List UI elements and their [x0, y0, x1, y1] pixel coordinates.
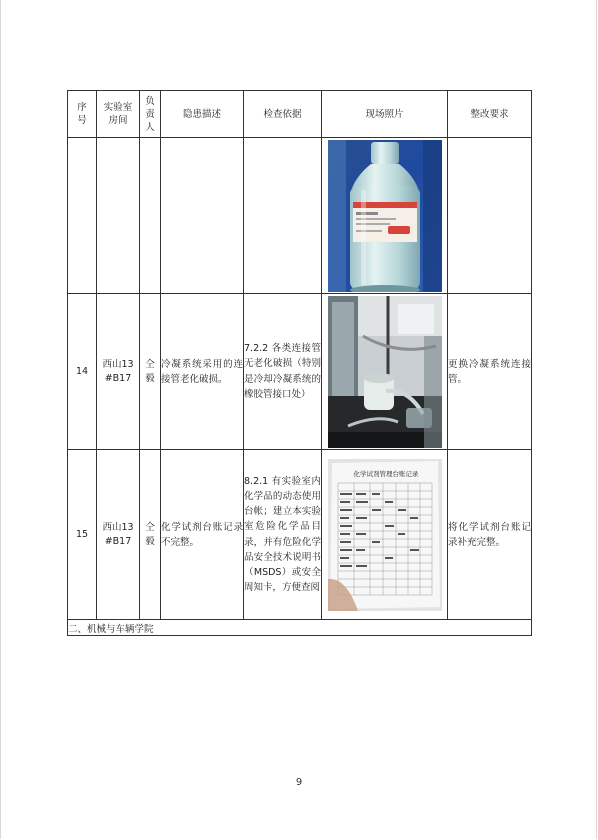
cell-hazard: [161, 138, 244, 294]
reagent-bottle-photo: [328, 140, 442, 292]
cell-requirement: [448, 138, 532, 294]
reagent-ledger-photo: [328, 459, 442, 611]
cell-basis: [244, 138, 322, 294]
hazard-table: [67, 90, 532, 636]
cell-basis: 8.2.1 有实验室内化学品的动态使用台帐；建立本实验室危险化学品目录，并有危险化学品安全技术说明书（MSDS）或安全周知卡，方便查阅: [244, 450, 322, 620]
cell-photo: [322, 450, 448, 620]
table-row: [68, 138, 532, 294]
ledger-title-text: 化学试剂管理台账记录: [353, 469, 418, 478]
header-hazard: 隐患描述: [161, 91, 244, 138]
cell-no: [68, 138, 97, 294]
table-header-row: [68, 91, 532, 138]
page-number: 9: [295, 777, 303, 788]
cell-person: [140, 138, 161, 294]
cell-requirement: 更换冷凝系统连接管。: [448, 294, 532, 450]
cell-hazard: 化学试剂台账记录不完整。: [161, 450, 244, 620]
header-requirement: 整改要求: [448, 91, 532, 138]
cell-room: 西山13#B17: [97, 294, 140, 450]
header-basis: 检查依据: [244, 91, 322, 138]
cell-basis: 7.2.2 各类连接管无老化破损（特别是冷却冷凝系统的橡胶管接口处）: [244, 294, 322, 450]
cell-room: [97, 138, 140, 294]
table-row: [68, 450, 532, 620]
cell-no: 15: [68, 450, 97, 620]
cell-photo: [322, 138, 448, 294]
cell-requirement: 将化学试剂台账记录补充完整。: [448, 450, 532, 620]
section-row: [68, 620, 532, 636]
table-row: [68, 294, 532, 450]
cell-no: 14: [68, 294, 97, 450]
cell-hazard: 冷凝系统采用的连接管老化破损。: [161, 294, 244, 450]
condenser-tubing-photo: [328, 296, 442, 448]
cell-person: 仝毅: [140, 450, 161, 620]
header-person: 负责人: [140, 91, 161, 138]
section-title: 二、机械与车辆学院: [68, 620, 532, 636]
cell-room: 西山13#B17: [97, 450, 140, 620]
header-photo: 现场照片: [322, 91, 448, 138]
cell-person: 仝毅: [140, 294, 161, 450]
header-room: 实验室房间: [97, 91, 140, 138]
cell-photo: [322, 294, 448, 450]
header-no: 序号: [68, 91, 97, 138]
